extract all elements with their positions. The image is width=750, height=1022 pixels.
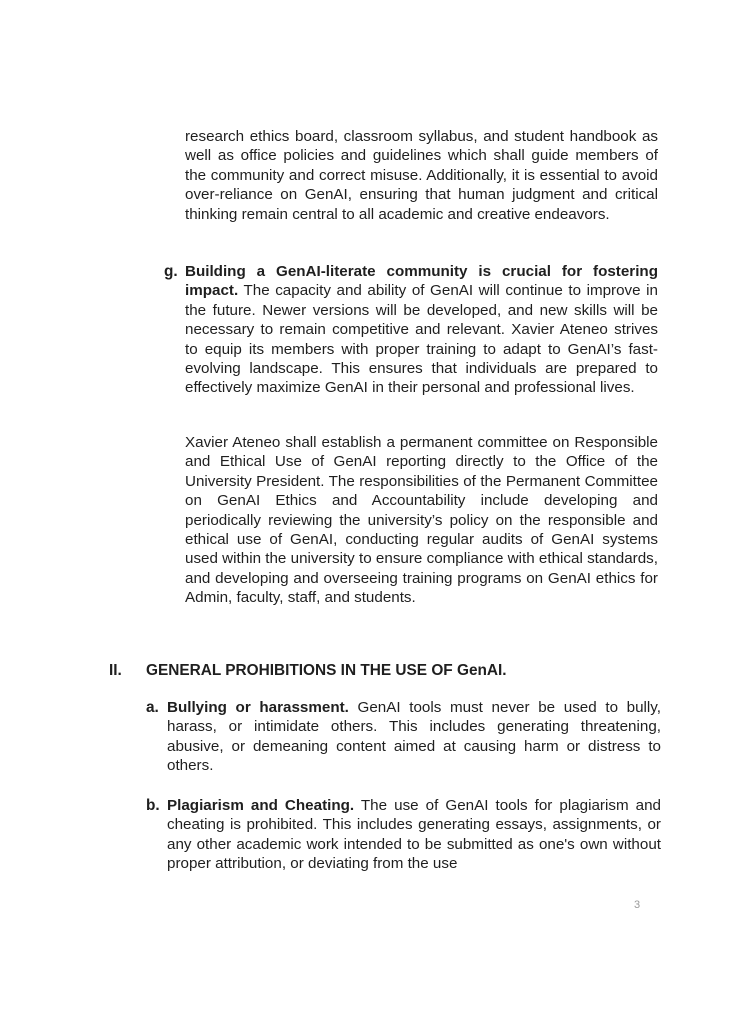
item-a-paragraph (167, 698, 661, 776)
section-title: GENERAL PROHIBITIONS IN THE USE OF GenAI. (146, 662, 507, 679)
item-g-paragraph (185, 262, 658, 398)
item-g-paragraph-2: Xavier Ateneo shall establish a permanent committee on Responsible and Ethical Use of GenAI reporting directly to the Office of the University President. The responsibilities of the Permanent Committee on GenAI Ethics and Accountability include developing and periodically reviewing the university’s policy on the responsible and ethical use of GenAI, conducting regular audits of GenAI systems used within the university to ensure compliance with ethical standards, and developing and overseeing training programs on GenAI ethics for Admin, faculty, staff, and students. (185, 434, 658, 607)
item-g-label: g. (164, 263, 178, 280)
continuation-paragraph: research ethics board, classroom syllabus, and student handbook as well as office policies and guidelines which shall guide members of the community and correct misuse. Additionally, it is essential to avoid over-reliance on GenAI, ensuring that human judgment and critical thinking remain central to all academic and creative endeavors. (185, 128, 658, 223)
section-number: II. (109, 662, 122, 679)
item-a-title: Bullying or harassment. (167, 699, 349, 716)
page-number: 3 (634, 899, 641, 911)
item-g-title: Building a GenAI-literate community is crucial for fostering impact. (185, 263, 658, 300)
item-b-title: Plagiarism and Cheating. (167, 797, 355, 814)
item-b-text: The use of GenAI tools for plagiarism and cheating is prohibited. This includes generating essays, assignments, or any other academic work intended to be submitted as one's own without proper attribution, or deviating from the use (167, 797, 662, 873)
item-a-label: a. (146, 699, 159, 716)
item-b-label: b. (146, 797, 160, 814)
item-b-paragraph (167, 796, 661, 874)
item-a-text: GenAI tools must never be used to bully, harass, or intimidate others. This includes generating threatening, abusive, or demeaning content aimed at causing harm or distress to others. (167, 699, 661, 775)
item-g-text: The capacity and ability of GenAI will continue to improve in the future. Newer versions will be developed, and new skills will be necessary to remain competitive and relevant. Xavier Ateneo strives to equip its members with proper training to adapt to GenAI’s fast-evolving landscape. This ensures that individuals are prepared to effectively maximize GenAI in their personal and professional lives. (185, 282, 658, 397)
